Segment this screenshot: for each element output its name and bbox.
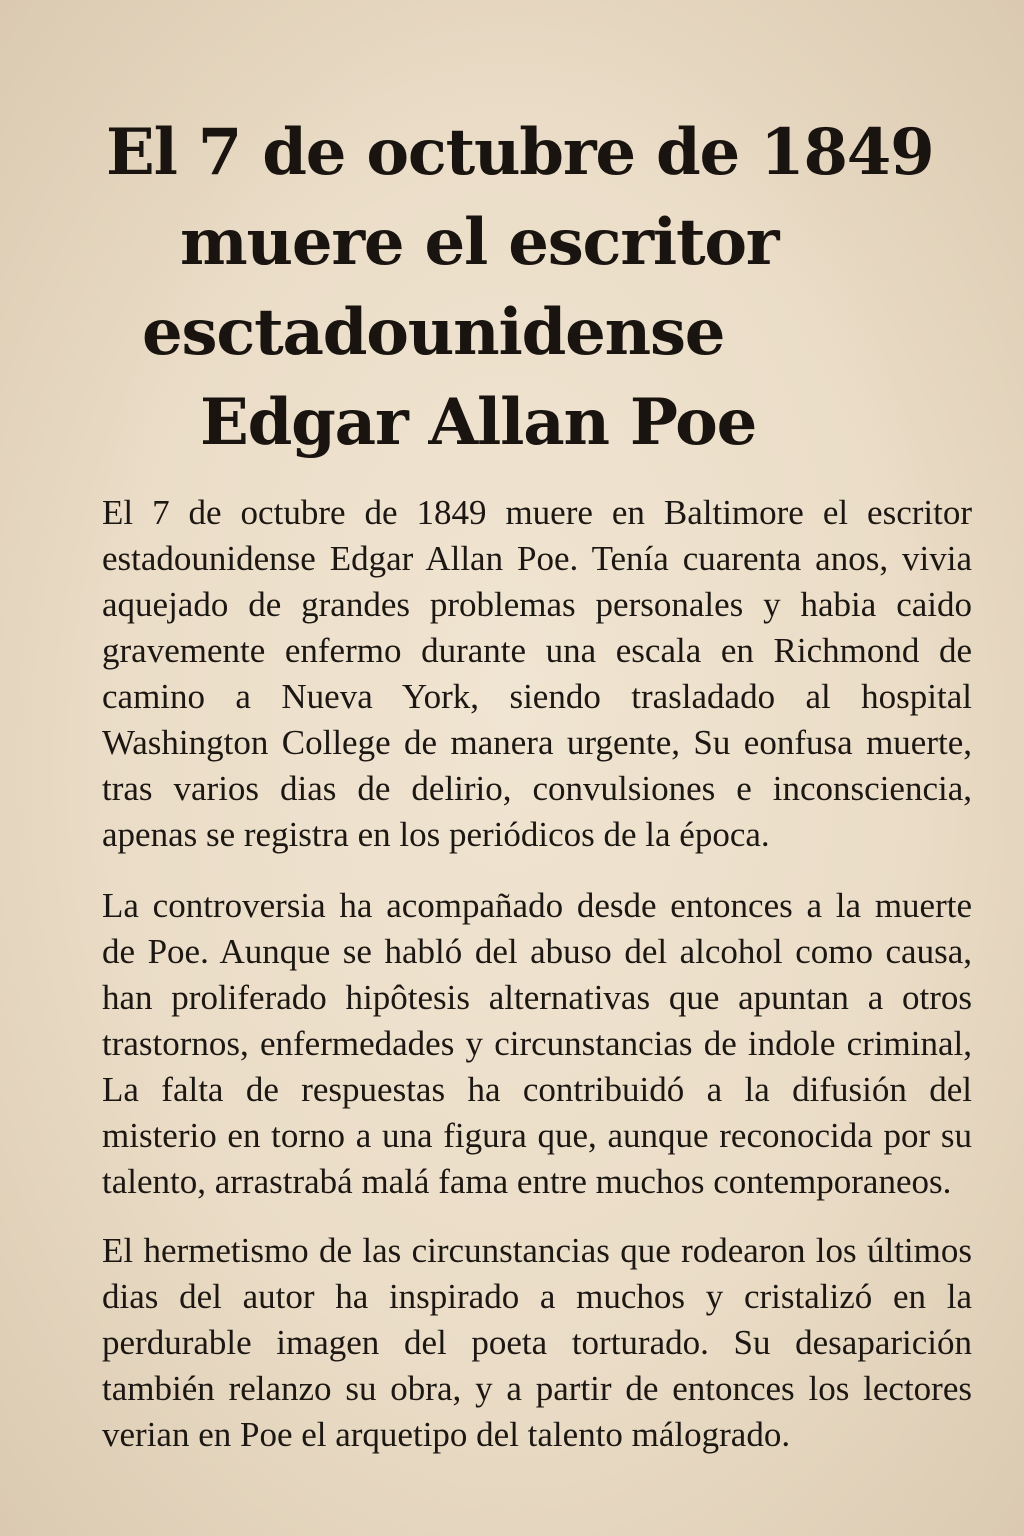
headline-line-1: El 7 de octubre de 1849 <box>106 115 934 190</box>
headline <box>0 108 1024 468</box>
paragraph-2: La controversia ha acompañado desde entonces a la muerte de Poe. Aunque se habló del abuso del alcohol como causa, han proliferado hipôtesis alternativas que apuntan a otros trastornos, enfermedades y circunstancias de indole criminal, La falta de respuestas ha contribuidó a la difusión del misterio en torno a una figura que, aunque reconocida por su talento, arrastrabá malá fama entre muchos contemporaneos. <box>102 886 972 1201</box>
headline-line-4: Edgar Allan Poe <box>200 385 757 460</box>
headline-line-2: muere el escritor <box>180 205 779 280</box>
paragraph-3: El hermetismo de las circunstancias que rodearon los últimos dias del autor ha inspirado a muchos y cristalizó en la perdurable imagen del poeta torturado. Su desaparición también relanzo su obra, y a partir de entonces los lectores verian en Poe el arquetipo del talento málogrado. <box>102 1231 972 1454</box>
headline-line-3: esctadounidense <box>142 295 725 370</box>
paragraph-1: El 7 de octubre de 1849 muere en Baltimore el escritor estadounidense Edgar Allan Poe. Tenía cuarenta anos, vivia aquejado de grandes problemas personales y habia caido gravemente enfermo durante una escala en Richmond de camino a Nueva York, siendo trasladado al hospital Washington College de manera urgente, Su eonfusa muerte, tras varios dias de delirio, convulsiones e inconsciencia, apenas se registra en los periódicos de la época. <box>102 493 972 854</box>
